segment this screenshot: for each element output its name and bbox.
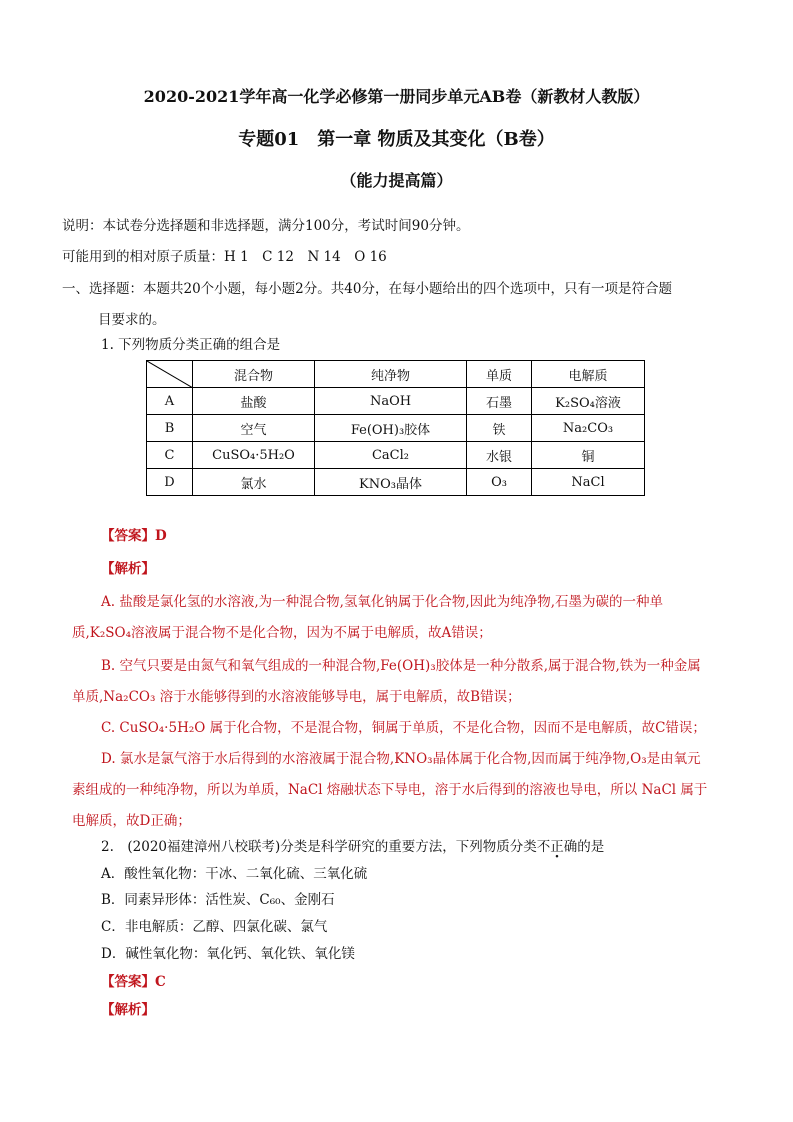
row-label: D: [147, 469, 193, 496]
table-cell: NaOH: [315, 388, 467, 415]
table-cell: 水银: [467, 442, 532, 469]
q2-analysis-label: 【解析】: [101, 1002, 155, 1018]
table-cell: CuSO₄·5H₂O: [193, 442, 315, 469]
q2-option-d: D．碱性氧化物：氧化钙、氧化铁、氧化镁: [101, 946, 355, 962]
row-label: A: [147, 388, 193, 415]
row-label: C: [147, 442, 193, 469]
q1-analysis-label: 【解析】: [101, 561, 155, 577]
table-cell: 空气: [193, 415, 315, 442]
intro-masses: 可能用到的相对原子质量：H 1 C 12 N 14 O 16: [62, 249, 387, 265]
row-label: B: [147, 415, 193, 442]
section1-line1: 一、选择题：本题共20个小题，每小题2分。共40分，在每小题给出的四个选项中，只有一项是符合题: [62, 281, 672, 297]
q2-stem-part: 的是: [577, 839, 605, 855]
section1-line2: 目要求的。: [98, 312, 166, 328]
table-cell: 铜: [532, 442, 645, 469]
q1-analysis-line: A. 盐酸是氯化氢的水溶液,为一种混合物,氢氧化钠属于化合物,因此为纯净物,石墨为碳的一种单: [101, 594, 663, 610]
table-row: [147, 442, 645, 469]
table-cell: 石墨: [467, 388, 532, 415]
table-header: 纯净物: [315, 361, 467, 388]
q1-analysis-line: C. CuSO₄·5H₂O 属于化合物，不是混合物，铜属于单质，不是化合物，因而不是电解质，故C错误；: [101, 720, 706, 736]
table-row: [147, 415, 645, 442]
table-cell: KNO₃晶体: [315, 469, 467, 496]
table-cell: K₂SO₄溶液: [532, 388, 645, 415]
header-line3: （能力提高篇）: [340, 171, 453, 190]
header-line2: 专题01 第一章 物质及其变化（B卷）: [238, 129, 555, 150]
q1-answer: 【答案】D: [101, 528, 167, 544]
q1-table: [146, 360, 645, 496]
q1-analysis-line: 电解质，故D正确；: [72, 813, 191, 829]
table-row: [147, 388, 645, 415]
q1-analysis-line: 单质,Na₂CO₃ 溶于水能够得到的水溶液能够导电，属于电解质，故B错误；: [72, 689, 521, 705]
q2-option-a: A．酸性氧化物：干冰、二氧化硫、三氧化硫: [101, 866, 368, 882]
q1-analysis-line: B. 空气只要是由氮气和氧气组成的一种混合物,Fe(OH)₃胶体是一种分散系,属于混合物,铁为一种金属: [101, 658, 701, 674]
q2-option-c: C．非电解质：乙醇、四氯化碳、氯气: [101, 919, 328, 935]
q2-option-b: B．同素异形体：活性炭、C₆₀、金刚石: [101, 892, 335, 908]
table-header: 电解质: [532, 361, 645, 388]
table-cell: Fe(OH)₃胶体: [315, 415, 467, 442]
table-header: 混合物: [193, 361, 315, 388]
q1-analysis-line: 质,K₂SO₄溶液属于混合物不是化合物，因为不属于电解质，故A错误；: [72, 625, 492, 641]
table-cell: O₃: [467, 469, 532, 496]
q1-analysis-line: 素组成的一种纯净物，所以为单质，NaCl 熔融状态下导电，溶于水后得到的溶液也导电，所以 NaCl 属于: [72, 782, 708, 798]
q2-answer: 【答案】C: [101, 974, 166, 990]
table-cell: 盐酸: [193, 388, 315, 415]
q2-stem: [101, 835, 604, 855]
table-header: 单质: [467, 361, 532, 388]
header-line1: 2020-2021学年高一化学必修第一册同步单元AB卷（新教材人教版）: [143, 87, 650, 106]
diagonal-line-icon: [147, 361, 193, 388]
q2-stem-emphasis: 不正确: [536, 839, 578, 855]
table-cell: 铁: [467, 415, 532, 442]
q1-analysis-line: D. 氯水是氯气溶于水后得到的水溶液属于混合物,KNO₃晶体属于化合物,因而属于纯净物,O₃是由氧元: [101, 751, 701, 767]
table-row: [147, 469, 645, 496]
diagonal-cell: [147, 361, 193, 388]
table-cell: 氯水: [193, 469, 315, 496]
table-cell: Na₂CO₃: [532, 415, 645, 442]
q1-stem: 1. 下列物质分类正确的组合是: [101, 337, 281, 353]
table-cell: NaCl: [532, 469, 645, 496]
table-header-row: [147, 361, 645, 388]
q2-stem-part: 2. (2020福建漳州八校联考)分类是科学研究的重要方法，下列物质分类: [101, 839, 537, 855]
intro-note: 说明：本试卷分选择题和非选择题，满分100分，考试时间90分钟。: [62, 218, 470, 234]
table-cell: CaCl₂: [315, 442, 467, 469]
